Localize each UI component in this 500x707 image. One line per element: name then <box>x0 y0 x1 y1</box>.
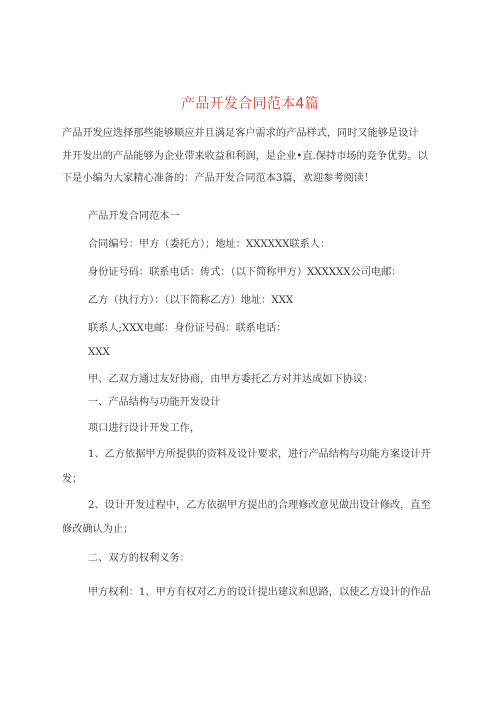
paragraph-line: 并开发出的产品能够为企业带来收益和利润，是企业•直.保持市场的竞争优势。以 <box>62 151 428 162</box>
section-heading: 一、产品结构与功能开发设计 <box>88 397 221 408</box>
paragraph-line: 发； <box>62 474 83 485</box>
document-title: 产品开发合同范本4篇 <box>181 96 319 112</box>
paragraph-line: 2、设计开发过程中，乙方依据甲方提出的合理修改意见做出设计修改，直至 <box>88 500 431 511</box>
paragraph-line: 合同编号：甲方（委托方）；地址：XXXXXX联系人： <box>88 239 331 250</box>
paragraph-line: 项口进行设计开发工作， <box>88 423 201 434</box>
paragraph-line: 联系人;XXX电邮：身份证号码：联系电话： <box>88 323 287 334</box>
paragraph-line: 修改确认为止； <box>62 524 134 535</box>
section-heading: 产品开发合同范本一 <box>88 211 180 222</box>
paragraph-line: 1、乙方依据甲方所提供的资料及设计要求，进行产品结构与功能方案设计开 <box>88 449 431 460</box>
paragraph-line: 产品开发应选择那些能够顺应并且满足客户需求的产品样式，同时又能够是设计 <box>62 128 419 139</box>
paragraph-line: 身份证号码：联系电话：传式：（以下简称甲方）XXXXXX公司电邮： <box>88 267 402 278</box>
section-heading: 二、双方的权利义务： <box>88 553 190 564</box>
paragraph-line: 乙方（执行方）：（以下简称乙方）地址：XXX <box>88 295 294 306</box>
paragraph-line: 下是小编为大家精心准备的：产品开发合同范本3篇，欢迎参考阅读！ <box>62 173 375 184</box>
paragraph-line: XXX <box>88 347 110 358</box>
paragraph-line: 甲、乙双方通过友好协商，由甲方委托乙方对并达成如下协议： <box>88 374 374 385</box>
paragraph-line: 甲方权利：1、甲方有权对乙方的设计提出建议和思路，以使乙方设计的作品 <box>88 587 431 598</box>
